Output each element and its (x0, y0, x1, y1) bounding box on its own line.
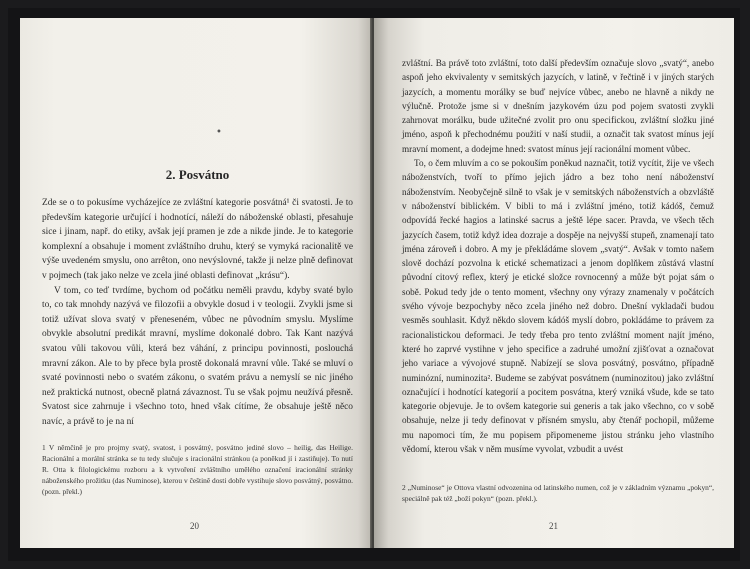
chapter-title: 2. Posvátno (165, 167, 230, 182)
right-paragraph-2: To, o čem mluvím a co se pokouším poněkud naznačit, totiž vycítit, žije ve všech náboženstvích, tvoří to přímo jejich jádro a bez toho není náboženství náboženstvím. Neobyčejně silně to však je v semitských náboženstvích a obzvláště v náboženství biblickém. V bibli to má i zvláštní jméno, totiž kádóš, čemuž odpovídá řecké hagios a latinské sacrus a ještě lépe sacer. Pravda, ve všech těch jazycích časem, totiž když idea dozraje a dospěje na nejvyšší stupeň, znamenají tato jména zároveň i dobro. A my je překládáme slovem „svatý“. Avšak v tomto našem slově dochází pozvolna k etické schematizaci a jenom doplňkem zůstává vlastní původní citový reflex, který je etické složce rovnocenný a může být pojat sám o sobě. Pokud tedy jde o tento moment, všechny ony výrazy znamenaly v počátcích svého vývoje bezpochyby něco zcela jiného než dobro. Dnešní vykladači budou vesměs souhlasit. Když někdo slovem kádóš myslí dobro, pokládáme to právem za racionalistickou deformaci. Je tedy třeba pro tento zvláštní moment najít jméno, které ho zaprvé vystihne v jeho specifice a zadruhé umožní zjišťovat a označovat jeho variace a vývojové stupně. Nabízejí se slova posvátný, posvátno, případně numinózní, numinozita². Budeme se zabývat posvátnem (numinozitou) jako zvláštní označující i hodnotící kategorií a pocitem posvátna, který vzniká všude, kde se tato kategorie objevuje. Je to ovšem kategorie sui generis a tak jako všechno, co v sobě obsahuje, nelze ji tedy definovat v přísném smyslu, aby čtenář pochopil, můžeme mu napomoci tím, že mu popisem připomeneme jistou stránku jeho vlastního vědomí, kterou však v něm musíme vyvolat, vzbudit a uvést (402, 158, 714, 455)
left-page-number: 20 (190, 521, 199, 531)
left-paragraph-1: Zde se o to pokusíme vycházejíce ze zvláštní kategorie posvátná¹ či svatosti. Je to především kategorie určující i hodnotící, náleží do náboženské oblasti, přesahuje sice i jinam, např. do etiky, avšak její pramen je zde a nikde jinde. Je to kategorie komplexní a obsahuje i moment zvláštního druhu, který se vymyká racionalitě ve výše uvedeném smyslu, ono arrêton, ono nevýslovné, takže ji nelze plně definovat v pojmech (tak jako nelze ve zcela jiné oblasti definovat „krásu“). (42, 198, 353, 281)
left-footnote: 1 V němčině je pro projmy svatý, svatost, i posvátný, posvátno jediné slovo – heilig, das Heilige. Racionální a morální stránka se tu tedy slučuje s iracionální stránkou (a poněkud jí i zastiňuje). To nutí R. Otta k filologickému rozboru a k vytvoření zvláštního umělého označení iracionální stránky náboženského prožitku (das Numinose), kterou v češtině dosti dobře vystihuje slovo posvátný, posvátno. (pozn. překl.) (42, 443, 353, 496)
right-body-text (402, 56, 714, 456)
right-paragraph-1: zvláštní. Ba právě toto zvláštní, toto další především označuje slovo „svatý“, anebo aspoň jeho ekvivalenty v semitských jazycích, v latině, v řečtině i v jiných starých jazycích, a momentu morálky se buď nejvíce vůbec, anebo ne hlavně a nikdy ne výlučně. Protože jsme si v dnešním jazykovém úzu pod pojem svatosti zvykli zahrnovat morálku, bude užitečné zvolit pro onu specifickou, zvláštní složku jiné jméno, aspoň k přechodnému použití v naší studii, a označit tak svatost mínus její mravní moment, a dodejme hned: svatost mínus její racionální moment vůbec. (402, 58, 714, 154)
left-body-text (42, 196, 353, 430)
left-page (20, 18, 372, 548)
right-page-number: 21 (549, 521, 558, 531)
open-book (8, 8, 740, 561)
left-paragraph-2: V tom, co teď tvrdíme, bychom od počátku neměli pravdu, kdyby svaté bylo to, co tak mnohdy nazývá ve filozofii a obvykle dosud i v teologii. Zvykli jsme si totiž užívat slova svatý v přeneseném, vůbec ne původním smyslu. Myslíme obvykle absolutní predikát mravní, myslíme dokonalé dobro. Tak Kant nazývá svatou vůli takovou vůli, která bez váhání, z principu povinnosti, poslouchá mravní zákon. Ale to by přece byla prostě dokonalá mravní vůle. Také se mluví o svaté povinnosti nebo o svatém zákonu, o svatém právu a nemyslí se nic jiného než praktická nutnost, obecně platná závaznost. Tu se však pojmu neužívá přesně. Svatost sice zahrnuje i všechno toto, hned však cítíme, že obsahuje ještě něco navíc, a právě to je na ní (42, 285, 353, 427)
right-footnote: 2 „Numinose“ je Ottova vlastní odvozenina od latinského numen, což je v základním významu „pokyn“, speciálně pak též „boží pokyn“ (pozn. překl.). (402, 483, 714, 503)
ornament-mark: • (216, 127, 222, 138)
right-page (374, 18, 734, 548)
